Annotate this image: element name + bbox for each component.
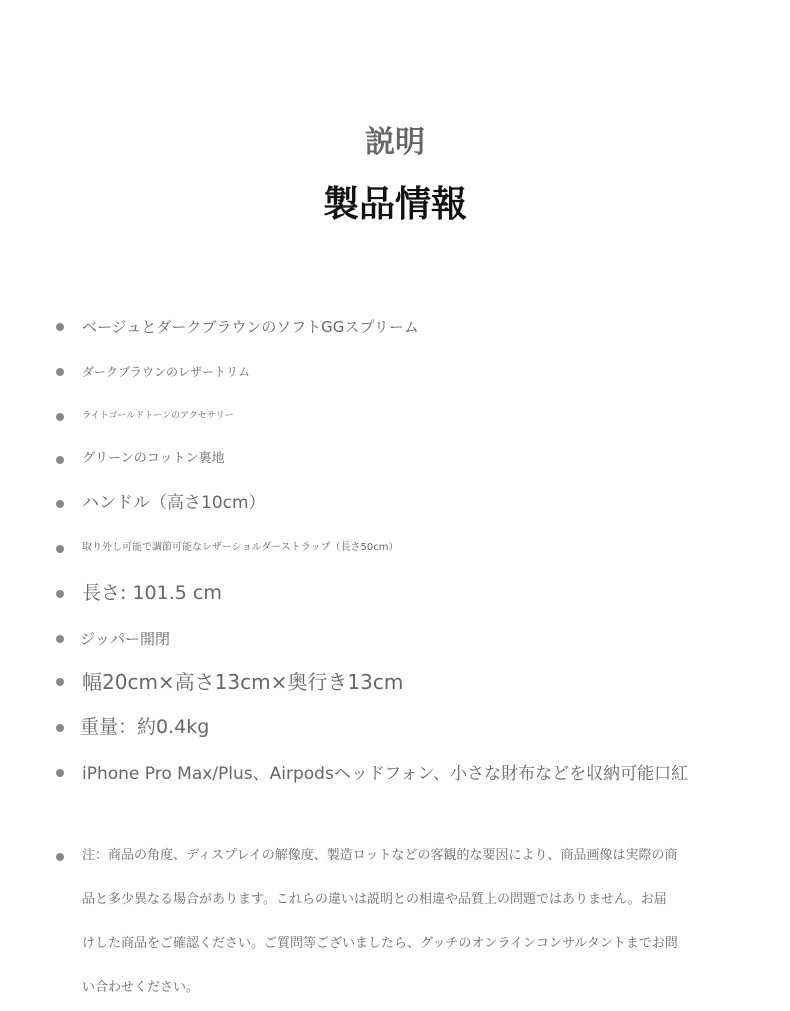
feature-text: ジッパー開閉	[80, 630, 171, 648]
bullet-icon	[56, 413, 64, 421]
bullet-icon	[56, 456, 64, 464]
bullet-icon	[56, 545, 64, 553]
feature-text: ダークブラウンのレザートリム	[82, 365, 251, 379]
feature-text: 長さ: 101.5 cm	[82, 582, 222, 604]
feature-text: 幅20cm×高さ13cm×奥行き13cm	[82, 670, 404, 694]
bullet-icon	[56, 635, 64, 643]
product-info-title: 製品情報	[322, 184, 467, 225]
feature-text: 取り外し可能で調節可能なレザーショルダーストラップ（長さ50cm）	[82, 542, 399, 553]
feature-text: 注：商品の角度、ディスプレイの解像度、製造ロットなどの客観的な要因により、商品画像は実際の商品と多少異なる場合があります。これらの違いは説明との相違や品質上の問題ではありません。お届けした商品をご確認ください。ご質問等ございましたら、グッチのオンラインコンサルタントまでお問い合わせください。	[82, 848, 678, 995]
bullet-icon	[56, 853, 64, 861]
feature-text: ライトゴールドトーンのアクセサリー	[82, 411, 234, 421]
section-title: 説明	[365, 125, 425, 160]
feature-text: iPhone Pro Max/Plus、Airpodsヘッドフォン、小さな財布などを収納可能口紅	[82, 764, 689, 784]
bullet-icon	[56, 590, 64, 598]
bullet-icon	[56, 368, 64, 376]
feature-text: 重量：約0.4kg	[80, 716, 210, 738]
bullet-icon	[56, 323, 64, 331]
feature-text: ベージュとダークブラウンのソフトGGスプリーム	[82, 318, 419, 336]
bullet-icon	[56, 678, 64, 686]
bullet-icon	[56, 769, 64, 777]
bullet-icon	[56, 500, 64, 508]
feature-text: ハンドル（高さ10cm）	[82, 493, 266, 513]
feature-text: グリーンのコットン裏地	[82, 451, 225, 466]
bullet-icon	[56, 724, 64, 732]
